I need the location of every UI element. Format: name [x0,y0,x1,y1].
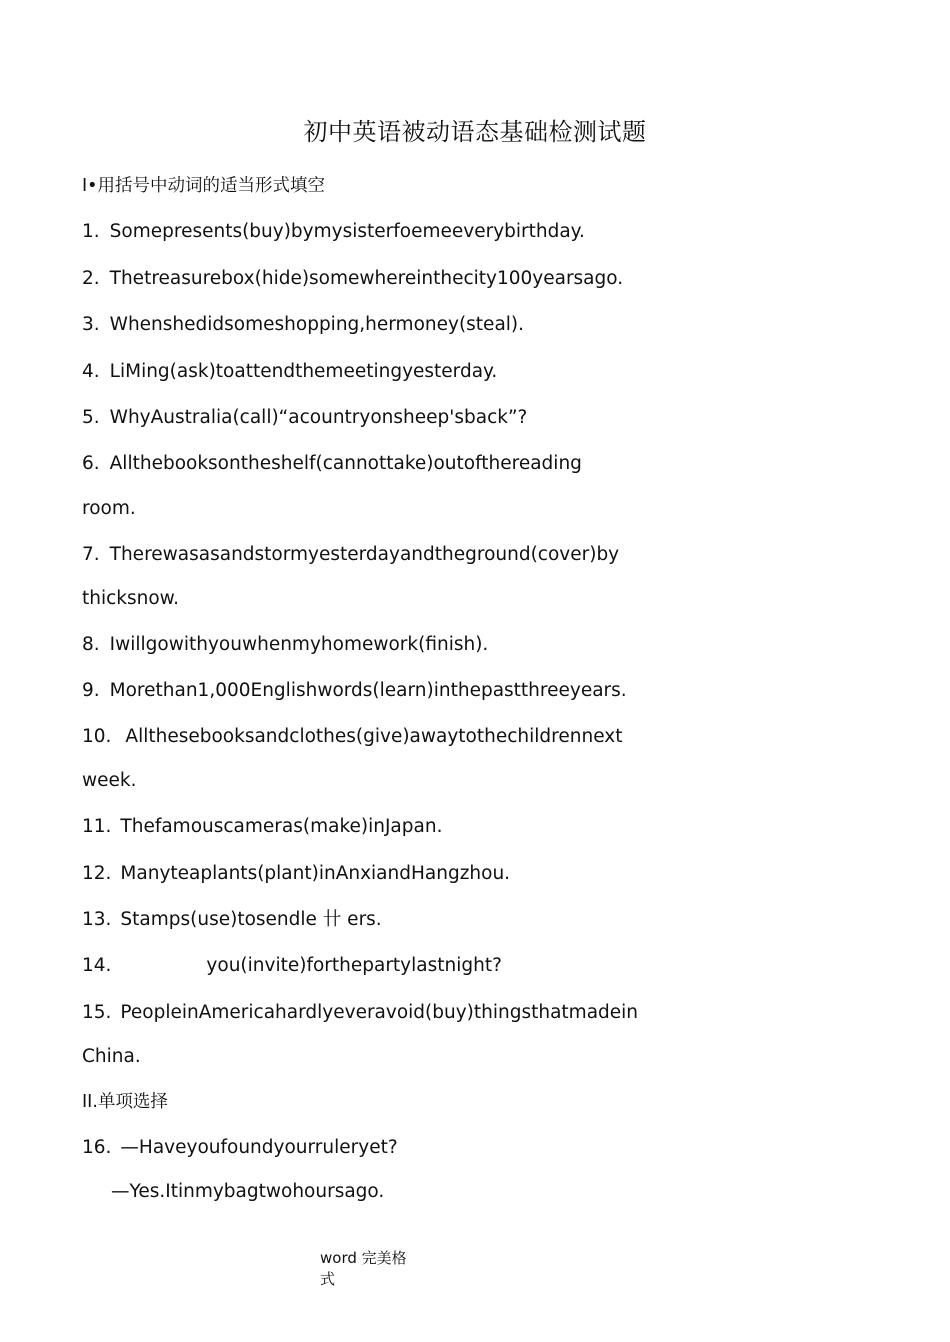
question-text: Whenshedidsomeshopping,hermoney(steal). [109,314,525,335]
question-text: —Haveyoufoundyourruleryet? [120,1137,398,1158]
question-text: Thetreasurebox(hide)somewhereinthecity100yearsago. [109,268,624,289]
question-number: 13. [82,909,112,930]
question-text: Allthesebooksandclothes(give)awaytothechildrennext [125,726,623,747]
question-text: Morethan1,000Englishwords(learn)inthepastthreeyears. [109,680,627,701]
question-text: you(invite)forthepartylastnight? [206,955,502,976]
question-3 [82,313,524,337]
question-1 [82,220,585,244]
question-2 [82,267,623,291]
question-14 [82,954,502,978]
question-number: 2. [82,268,100,289]
question-11 [82,815,442,839]
question-number: 3. [82,314,100,335]
question-text: Thefamouscameras(make)inJapan. [120,816,443,837]
question-15 [82,1001,638,1025]
question-9 [82,679,627,703]
question-15-continuation: China. [82,1046,141,1067]
question-6-continuation: room. [82,498,136,519]
question-number: 1. [82,221,100,242]
page-footer: word 完美格式 [320,1249,407,1288]
question-number: 7. [82,544,100,565]
question-7 [82,543,619,567]
question-8 [82,633,488,657]
question-text: Stamps(use)tosendle 卄 ers. [120,909,382,930]
question-text: Manyteaplants(plant)inAnxiandHangzhou. [120,863,511,884]
question-number: 5. [82,407,100,428]
question-number: 4. [82,361,100,382]
question-text: Iwillgowithyouwhenmyhomework(finish). [109,634,489,655]
question-number: 8. [82,634,100,655]
section-1-heading: I•用括号中动词的适当形式填空 [82,176,325,196]
question-13 [82,908,382,932]
question-number: 9. [82,680,100,701]
question-text: Somepresents(buy)bymysisterfoemeeverybirthday. [109,221,585,242]
question-number: 16. [82,1137,112,1158]
question-text: Allthebooksontheshelf(cannottake)outofthereading [109,453,582,474]
question-6 [82,452,582,476]
question-4 [82,360,497,384]
question-text: PeopleinAmericahardlyeveravoid(buy)thingsthatmadein [120,1002,639,1023]
question-7-continuation: thicksnow. [82,588,179,609]
question-text: Therewasasandstormyesterdayandtheground(cover)by [109,544,620,565]
question-text: LiMing(ask)toattendthemeetingyesterday. [109,361,498,382]
question-16-answer-line: —Yes.Itinmybagtwohoursago. [111,1181,385,1202]
question-text: WhyAustralia(call)“acountryonsheep'sback”? [109,407,528,428]
question-number: 15. [82,1002,112,1023]
question-10-continuation: week. [82,770,137,791]
question-16 [82,1136,398,1160]
question-5 [82,406,527,430]
page-title: 初中英语被动语态基础检测试题 [303,118,647,146]
question-number: 6. [82,453,100,474]
question-number: 11. [82,816,112,837]
question-number: 10. [82,726,112,747]
question-number: 12. [82,863,112,884]
question-12 [82,862,510,886]
section-2-heading: II.单项选择 [82,1092,168,1112]
question-number: 14. [82,955,112,976]
question-10 [82,725,622,749]
